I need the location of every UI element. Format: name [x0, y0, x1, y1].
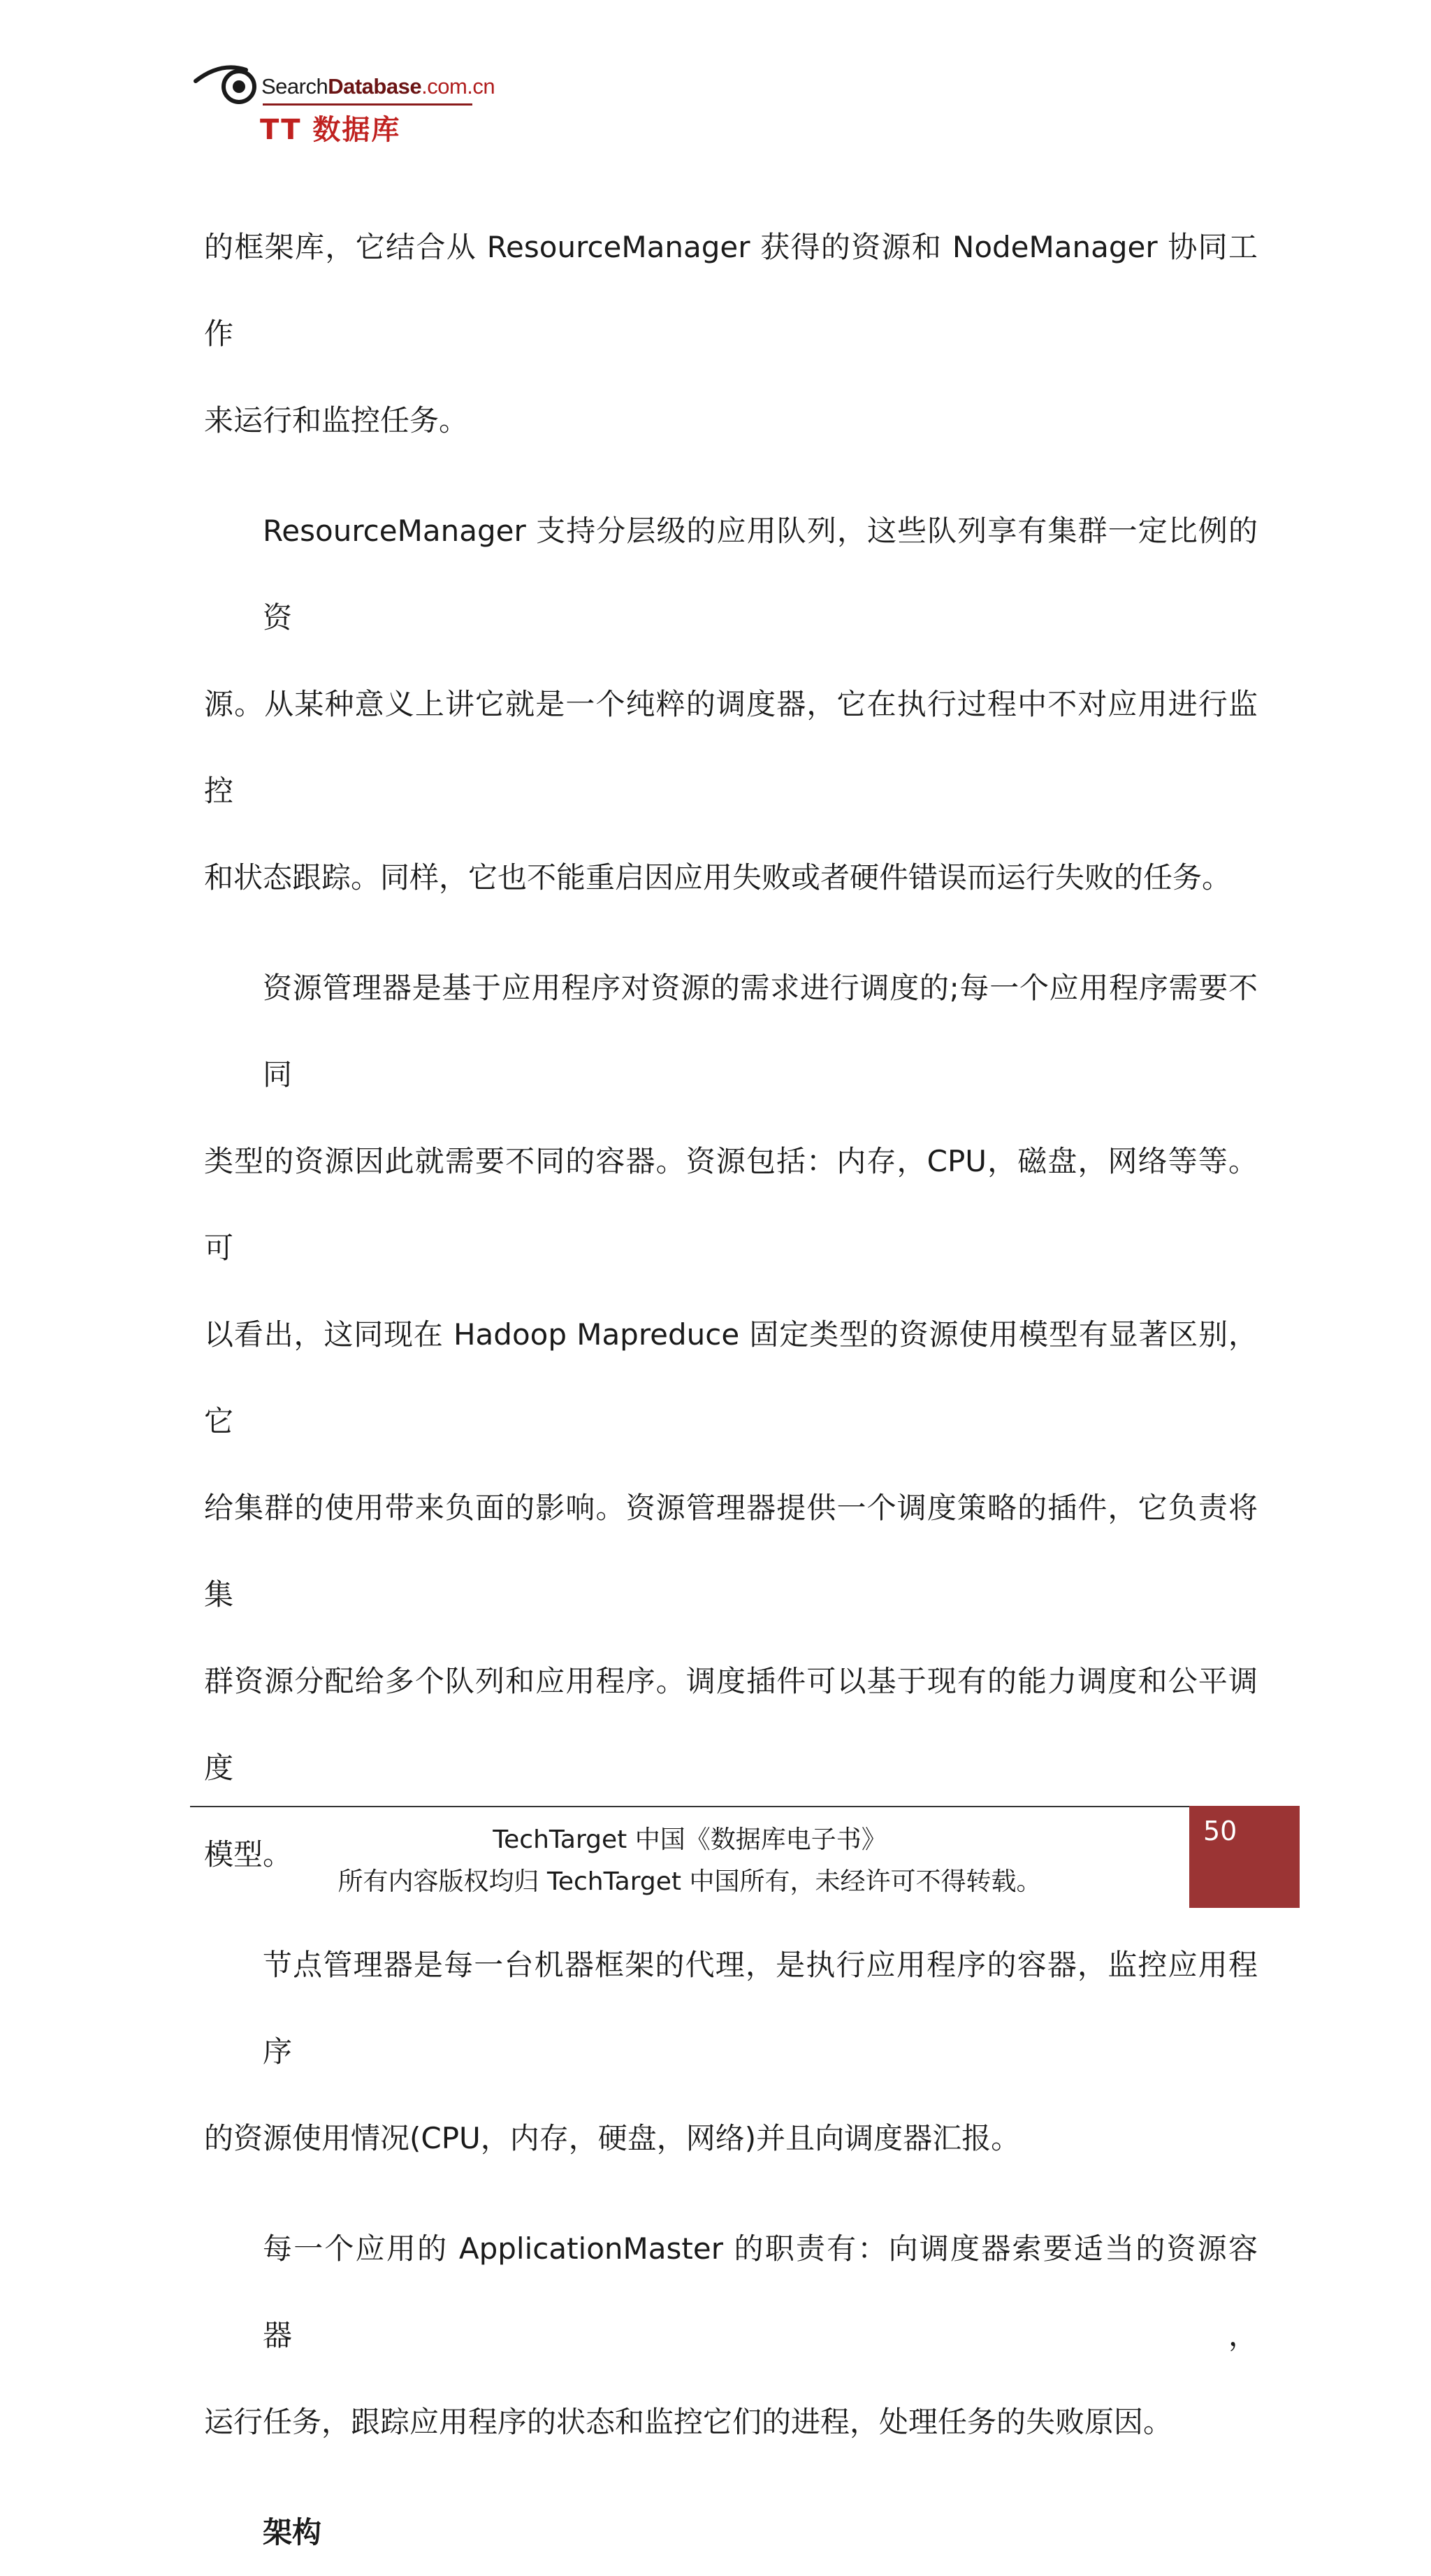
page-number-box — [1189, 1806, 1300, 1908]
footer-title: TechTarget 中国《数据库电子书》 — [493, 1825, 887, 1854]
text-line: 的框架库，它结合从 ResourceManager 获得的资源和 NodeManager 协同工作 — [204, 230, 1258, 351]
paragraph-5 — [204, 2206, 1258, 2466]
text-line: 和状态跟踪。同样，它也不能重启因应用失败或者硬件错误而运行失败的任务。 — [204, 860, 1232, 895]
logo-brand: TT 数据库 — [260, 114, 401, 146]
text-line: 源。从某种意义上讲它就是一个纯粹的调度器，它在执行过程中不对应用进行监控 — [204, 687, 1258, 808]
paragraph-4 — [204, 1922, 1258, 2182]
text-line: 群资源分配给多个队列和应用程序。调度插件可以基于现有的能力调度和公平调度 — [204, 1664, 1258, 1785]
text-line: 运行任务，跟踪应用程序的状态和监控它们的进程，处理任务的失败原因。 — [204, 2405, 1173, 2439]
footer-copyright: 所有内容版权均归 TechTarget 中国所有，未经许可不得转载。 — [337, 1867, 1042, 1896]
text-line: 模型。 — [204, 1837, 293, 1872]
searchdatabase-logo — [193, 60, 493, 144]
text-line: 来运行和监控任务。 — [204, 403, 469, 437]
text-line: 类型的资源因此就需要不同的容器。资源包括：内存，CPU，磁盘，网络等等。可 — [204, 1144, 1258, 1265]
page-content — [204, 204, 1258, 2576]
paragraph-1 — [204, 204, 1258, 464]
logo-underline — [263, 103, 472, 106]
text-line: 给集群的使用带来负面的影响。资源管理器提供一个调度策略的插件，它负责将集 — [204, 1491, 1258, 1612]
logo-site-name: SearchDatabase.com.cn — [261, 74, 495, 99]
footer-divider — [190, 1806, 1189, 1807]
text-line: 的资源使用情况(CPU，内存，硬盘，网络)并且向调度器汇报。 — [204, 2121, 1021, 2155]
section-heading: 架构 — [263, 2515, 322, 2549]
paragraph-3 — [204, 945, 1258, 1898]
paragraph-2 — [204, 488, 1258, 921]
text-line: 以看出，这同现在 Hadoop Mapreduce 固定类型的资源使用模型有显著区别，它 — [204, 1317, 1258, 1438]
page-number: 50 — [1203, 1816, 1237, 1846]
text-line: 每一个应用的 ApplicationMaster 的职责有：向调度器索要适当的资源容器， — [263, 2231, 1258, 2352]
text-line: 资源管理器是基于应用程序对资源的需求进行调度的;每一个应用程序需要不同 — [263, 971, 1258, 1092]
text-line: ResourceManager 支持分层级的应用队列，这些队列享有集群一定比例的资 — [263, 514, 1258, 635]
text-line: 节点管理器是每一台机器框架的代理，是执行应用程序的容器，监控应用程序 — [263, 1948, 1258, 2069]
